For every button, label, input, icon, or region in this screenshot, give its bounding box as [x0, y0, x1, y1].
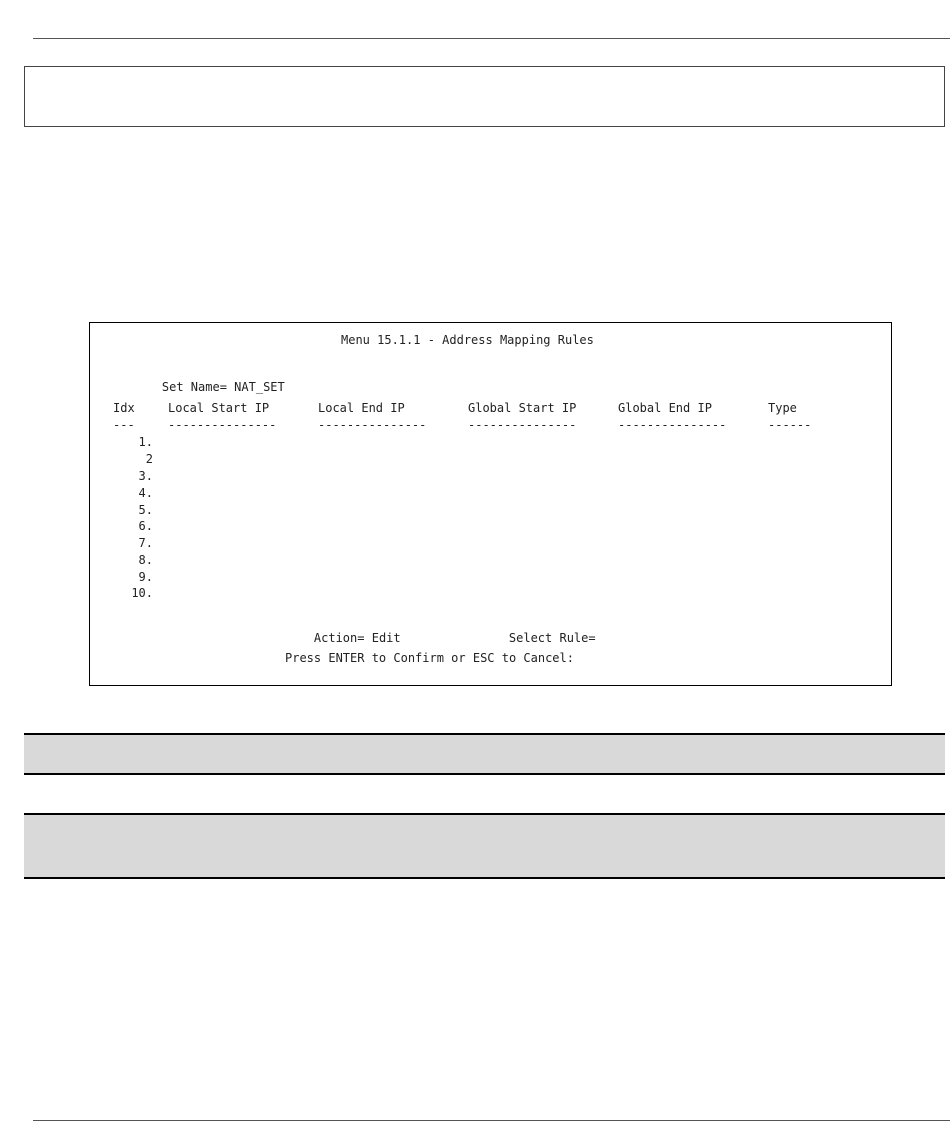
table-header-bar [24, 733, 945, 775]
rule-row-index[interactable]: 9. [138, 570, 153, 584]
footer-rule [33, 1120, 950, 1121]
col-header-idx: Idx [113, 401, 135, 415]
terminal-window [89, 322, 892, 686]
set-name-label: Set Name= [161, 380, 227, 394]
rule-row-index[interactable]: 5. [138, 503, 153, 517]
col-header-type: Type [768, 401, 797, 415]
confirm-prompt: Press ENTER to Confirm or ESC to Cancel: [285, 651, 574, 665]
col-divider-global-end-ip: --------------- [618, 418, 727, 432]
rule-row-index[interactable]: 10. [131, 586, 153, 600]
table-header-bar [24, 813, 945, 879]
rule-row-index[interactable]: 3. [138, 469, 153, 483]
rule-row-index[interactable]: 2 [145, 452, 153, 466]
rule-row-index[interactable]: 8. [138, 553, 153, 567]
rule-row-index[interactable]: 4. [138, 486, 153, 500]
col-header-local-end-ip: Local End IP [318, 401, 405, 415]
header-rule [33, 38, 950, 39]
rule-row-index[interactable]: 1. [138, 435, 153, 449]
col-header-local-start-ip: Local Start IP [168, 401, 270, 415]
action-label: Action= [313, 631, 365, 645]
action-value[interactable]: Edit [371, 631, 401, 645]
rule-row-index[interactable]: 6. [138, 519, 153, 533]
set-name-value[interactable]: NAT_SET [234, 380, 285, 394]
col-divider-idx: --- [113, 418, 135, 432]
col-divider-local-end-ip: --------------- [318, 418, 427, 432]
col-header-global-start-ip: Global Start IP [468, 401, 577, 415]
note-box [24, 66, 945, 127]
menu-title: Menu 15.1.1 - Address Mapping Rules [341, 333, 594, 347]
rule-row-index[interactable]: 7. [138, 536, 153, 550]
col-divider-type: ------ [768, 418, 812, 432]
select-rule-label: Select Rule= [508, 631, 596, 645]
col-divider-global-start-ip: --------------- [468, 418, 577, 432]
col-header-global-end-ip: Global End IP [618, 401, 712, 415]
col-divider-local-start-ip: --------------- [168, 418, 277, 432]
